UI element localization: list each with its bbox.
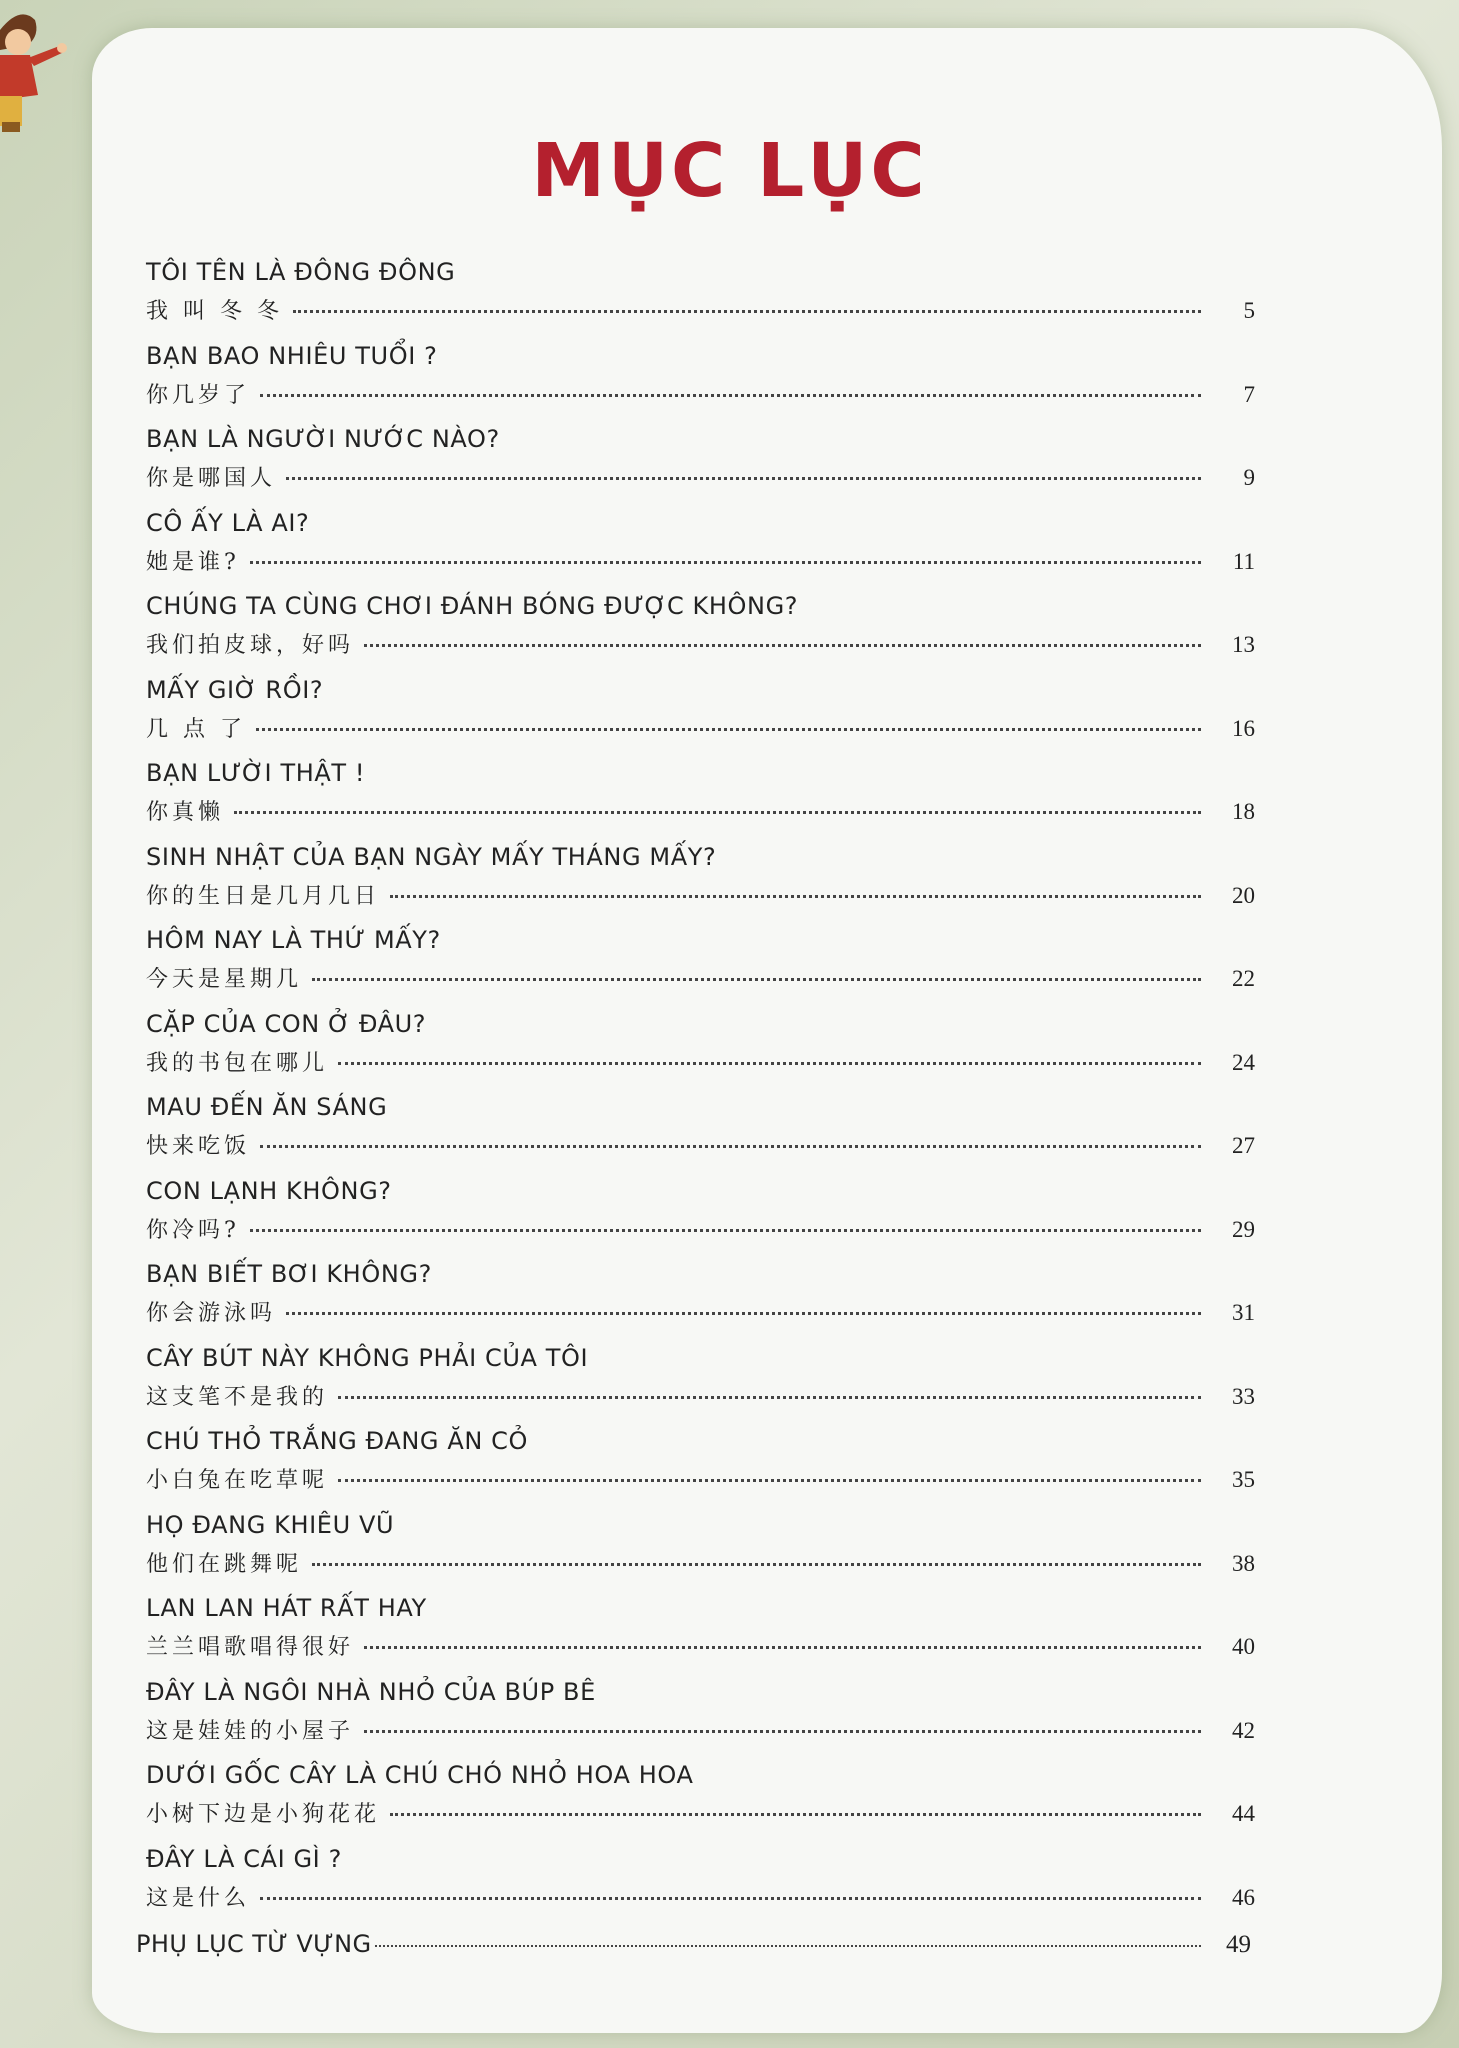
entry-page-number: 13 — [1232, 632, 1255, 657]
entry-title-vi: HÔM NAY LÀ THỨ MẤY? — [146, 926, 441, 954]
entry-title-vi: CHÚ THỎ TRẮNG ĐANG ĂN CỎ — [146, 1427, 528, 1455]
entry-title-zh: 你会游泳吗 — [146, 1301, 277, 1326]
leader-dots — [293, 310, 1201, 313]
leader-dots — [260, 1145, 1201, 1148]
entry-title-vi: ĐÂY LÀ NGÔI NHÀ NHỎ CỦA BÚP BÊ — [146, 1677, 596, 1706]
entry-line — [146, 1380, 1255, 1410]
toc-entry[interactable] — [140, 342, 1255, 426]
toc-entry[interactable] — [140, 1010, 1255, 1094]
entry-page-number: 5 — [1243, 298, 1255, 323]
entry-page-number: 16 — [1232, 715, 1255, 741]
toc-entry[interactable] — [140, 1511, 1255, 1595]
toc-entry[interactable] — [140, 1594, 1255, 1678]
entry-title-vi: DƯỚI GỐC CÂY LÀ CHÚ CHÓ NHỎ HOA HOA — [146, 1761, 694, 1789]
entry-title-zh: 他们在跳舞呢 — [146, 1551, 303, 1577]
leader-dots — [390, 1813, 1201, 1816]
toc-entry[interactable] — [140, 258, 1255, 342]
toc-entry[interactable] — [140, 1845, 1255, 1929]
entry-line — [146, 545, 1255, 575]
leader-dots — [312, 978, 1201, 981]
entry-title-vi: BẠN LÀ NGƯỜI NƯỚC NÀO? — [146, 425, 500, 453]
entry-title-zh: 你是哪国人 — [146, 466, 277, 491]
entry-line — [146, 1881, 1255, 1911]
toc-entry[interactable] — [140, 1177, 1255, 1261]
entry-line — [146, 1714, 1255, 1744]
leader-dots — [312, 1563, 1201, 1566]
leader-dots — [375, 1945, 1201, 1947]
toc-entry[interactable] — [140, 1761, 1255, 1845]
entry-title-zh: 这支笔不是我的 — [146, 1384, 329, 1410]
entry-title-zh: 兰兰唱歌唱得很好 — [146, 1635, 355, 1660]
toc-entry[interactable] — [140, 1093, 1255, 1177]
entry-line — [146, 628, 1255, 658]
entry-title-vi: BẠN BIẾT BƠI KHÔNG? — [146, 1260, 432, 1288]
entry-title-vi: HỌ ĐANG KHIÊU VŨ — [146, 1510, 395, 1539]
entry-page-number: 24 — [1232, 1049, 1255, 1075]
toc-entry[interactable] — [140, 425, 1255, 509]
entry-title-vi: MẤY GIỜ RỒI? — [146, 675, 324, 704]
leader-dots — [256, 728, 1201, 731]
entry-page-number: 35 — [1232, 1467, 1255, 1492]
entry-title-zh: 这是娃娃的小屋子 — [146, 1718, 355, 1744]
entry-page-number: 38 — [1232, 1550, 1255, 1576]
leader-dots — [250, 561, 1201, 564]
entry-line — [146, 1463, 1255, 1493]
entry-page-number: 18 — [1232, 799, 1255, 824]
entry-title-vi: CÂY BÚT NÀY KHÔNG PHẢI CỦA TÔI — [146, 1343, 589, 1372]
entry-title-zh: 你几岁了 — [146, 382, 251, 408]
table-of-contents — [140, 258, 1255, 1928]
leader-dots — [338, 1479, 1201, 1482]
toc-entry[interactable] — [140, 509, 1255, 593]
toc-entry[interactable] — [140, 676, 1255, 760]
toc-entry[interactable] — [140, 1260, 1255, 1344]
entry-title-zh: 你冷吗? — [146, 1217, 240, 1243]
leader-dots — [364, 644, 1201, 647]
entry-page-number: 7 — [1243, 381, 1255, 407]
entry-title-zh: 我们拍皮球，好吗 — [146, 633, 355, 658]
page-title: MỤC LỤC — [531, 128, 928, 214]
entry-line — [146, 1129, 1255, 1159]
entry-title-zh: 这是什么 — [146, 1885, 251, 1911]
entry-title-vi: SINH NHẬT CỦA BẠN NGÀY MẤY THÁNG MẤY? — [146, 842, 717, 871]
entry-page-number: 42 — [1232, 1717, 1255, 1743]
entry-title-vi: MAU ĐẾN ĂN SÁNG — [146, 1093, 388, 1121]
toc-entry[interactable] — [140, 926, 1255, 1010]
entry-title-zh: 快来吃饭 — [146, 1134, 251, 1159]
entry-page-number: 20 — [1232, 882, 1255, 908]
entry-title-vi: CHÚNG TA CÙNG CHƠI ĐÁNH BÓNG ĐƯỢC KHÔNG? — [146, 592, 799, 620]
entry-title-zh: 你真懒 — [146, 800, 225, 825]
entry-page-number: 11 — [1232, 548, 1255, 574]
toc-entry[interactable] — [140, 1678, 1255, 1762]
entry-line — [146, 712, 1255, 742]
entry-title-vi: CÔ ẤY LÀ AI? — [146, 508, 310, 537]
entry-title-vi: BẠN BAO NHIÊU TUỔI ? — [146, 341, 438, 370]
entry-page-number: 31 — [1232, 1300, 1255, 1325]
entry-title-zh: 我 叫 冬 冬 — [146, 299, 283, 324]
entry-line — [146, 1296, 1255, 1326]
entry-title-vi: ĐÂY LÀ CÁI GÌ ? — [146, 1844, 342, 1873]
appendix-page-number: 49 — [1226, 1931, 1251, 1958]
entry-title-vi: LAN LAN HÁT RẤT HAY — [146, 1594, 427, 1622]
leader-dots — [338, 1396, 1201, 1399]
entry-title-zh: 今天是星期几 — [146, 967, 303, 992]
toc-entry[interactable] — [140, 843, 1255, 927]
leader-dots — [234, 811, 1201, 814]
toc-entry[interactable] — [140, 1344, 1255, 1428]
leader-dots — [364, 1646, 1201, 1649]
leader-dots — [260, 1897, 1201, 1900]
entry-line — [146, 1630, 1255, 1660]
entry-page-number: 40 — [1232, 1634, 1255, 1659]
entry-title-zh: 小白兔在吃草呢 — [146, 1468, 329, 1493]
appendix-entry[interactable] — [136, 1930, 1251, 1964]
entry-title-zh: 几 点 了 — [146, 716, 246, 742]
entry-line — [146, 962, 1255, 992]
entry-line — [146, 461, 1255, 491]
toc-entry[interactable] — [140, 592, 1255, 676]
entry-title-vi: CẶP CỦA CON Ở ĐÂU? — [146, 1009, 427, 1038]
entry-line — [146, 1046, 1255, 1076]
entry-page-number: 9 — [1243, 465, 1255, 490]
entry-title-zh: 她是谁? — [146, 549, 240, 575]
entry-title-vi: BẠN LƯỜI THẬT ! — [146, 759, 366, 787]
entry-page-number: 33 — [1232, 1383, 1255, 1409]
entry-title-zh: 你的生日是几月几日 — [146, 883, 381, 909]
mascot-illustration — [0, 0, 70, 135]
entry-page-number: 44 — [1232, 1801, 1255, 1826]
entry-line — [146, 879, 1255, 909]
entry-line — [146, 1213, 1255, 1243]
leader-dots — [390, 895, 1201, 898]
leader-dots — [250, 1229, 1201, 1232]
entry-title-zh: 我的书包在哪儿 — [146, 1050, 329, 1076]
entry-title-zh: 小树下边是小狗花花 — [146, 1802, 381, 1827]
leader-dots — [338, 1062, 1201, 1065]
leader-dots — [260, 394, 1201, 397]
toc-entry[interactable] — [140, 759, 1255, 843]
entry-line — [146, 795, 1255, 825]
appendix-label: PHỤ LỤC TỪ VỰNG — [136, 1930, 372, 1958]
entry-title-vi: TÔI TÊN LÀ ĐÔNG ĐÔNG — [146, 258, 456, 286]
entry-title-vi: CON LẠNH KHÔNG? — [146, 1176, 392, 1205]
entry-page-number: 46 — [1232, 1884, 1255, 1910]
entry-line — [146, 294, 1255, 324]
entry-page-number: 27 — [1232, 1133, 1255, 1158]
leader-dots — [286, 477, 1201, 480]
entry-line — [146, 1797, 1255, 1827]
leader-dots — [286, 1312, 1201, 1315]
entry-line — [146, 1547, 1255, 1577]
leader-dots — [364, 1730, 1201, 1733]
entry-page-number: 22 — [1232, 966, 1255, 991]
entry-line — [146, 378, 1255, 408]
toc-entry[interactable] — [140, 1427, 1255, 1511]
entry-page-number: 29 — [1232, 1216, 1255, 1242]
